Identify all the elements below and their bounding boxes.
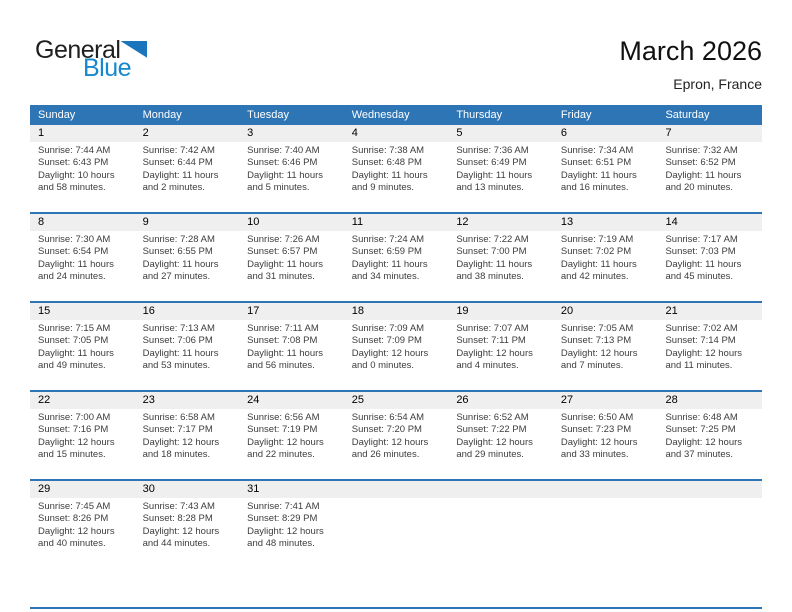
day-cell-22 — [30, 409, 135, 479]
day-number-24: 24 — [247, 394, 260, 406]
day-cell-17 — [239, 320, 344, 390]
day-cell-23 — [135, 409, 240, 479]
sunrise-text: Sunrise: 6:58 AM — [142, 412, 215, 423]
day-cell-empty — [344, 498, 449, 568]
day-cell-empty — [448, 498, 553, 568]
day-cell-12 — [448, 231, 553, 301]
daylight-text: Daylight: 10 hours and 58 minutes. — [38, 169, 115, 194]
day-cell-3 — [239, 142, 344, 212]
sunrise-text: Sunrise: 6:52 AM — [456, 412, 529, 423]
day-cell-31 — [239, 498, 344, 568]
sunset-text: Sunset: 7:09 PM — [351, 335, 422, 347]
day-number-12: 12 — [456, 216, 469, 228]
daylight-text: Daylight: 11 hours and 53 minutes. — [142, 347, 219, 372]
daylight-text: Daylight: 12 hours and 48 minutes. — [247, 525, 324, 550]
daylight-text: Daylight: 12 hours and 26 minutes. — [351, 436, 429, 461]
sunrise-text: Sunrise: 7:34 AM — [560, 145, 634, 156]
day-number-5: 5 — [456, 127, 463, 139]
sunset-text: Sunset: 7:25 PM — [665, 424, 736, 436]
day-cell-8 — [30, 231, 135, 301]
sunrise-text: Sunrise: 7:32 AM — [665, 145, 738, 156]
day-number-3: 3 — [247, 127, 254, 139]
day-cell-2 — [135, 142, 240, 212]
day-cell-20 — [553, 320, 658, 390]
sunrise-text: Sunrise: 6:48 AM — [665, 412, 738, 423]
sunrise-text: Sunrise: 7:40 AM — [247, 145, 320, 156]
sunset-text: Sunset: 6:57 PM — [247, 246, 318, 258]
weekday-header-sunday: Sunday — [38, 109, 76, 121]
daylight-text: Daylight: 12 hours and 44 minutes. — [142, 525, 220, 550]
day-number-22: 22 — [38, 394, 51, 406]
daylight-text: Daylight: 12 hours and 29 minutes. — [456, 436, 533, 461]
daylight-text: Daylight: 12 hours and 22 minutes. — [247, 436, 324, 461]
sunrise-text: Sunrise: 7:05 AM — [560, 323, 634, 334]
footer-line — [30, 607, 762, 609]
sunset-text: Sunset: 7:20 PM — [351, 424, 422, 436]
daylight-text: Daylight: 11 hours and 38 minutes. — [456, 258, 533, 283]
day-cell-18 — [344, 320, 449, 390]
sunset-text: Sunset: 6:51 PM — [560, 157, 632, 169]
day-number-15: 15 — [38, 305, 51, 317]
day-number-strip — [30, 481, 762, 498]
day-number-strip — [30, 125, 762, 142]
sunset-text: Sunset: 6:43 PM — [38, 157, 109, 169]
day-number-14: 14 — [665, 216, 678, 228]
weekday-header-row — [30, 105, 762, 125]
week-row-3 — [30, 301, 762, 390]
sunset-text: Sunset: 6:59 PM — [351, 246, 422, 258]
week-body — [30, 409, 762, 479]
day-cell-11 — [344, 231, 449, 301]
daylight-text: Daylight: 12 hours and 33 minutes. — [560, 436, 638, 461]
day-number-strip — [30, 214, 762, 231]
day-cell-14 — [657, 231, 762, 301]
week-row-2 — [30, 212, 762, 301]
daylight-text: Daylight: 11 hours and 34 minutes. — [351, 258, 428, 283]
day-number-9: 9 — [142, 216, 149, 228]
sunset-text: Sunset: 7:17 PM — [142, 424, 213, 436]
day-number-1: 1 — [38, 127, 45, 139]
sunrise-text: Sunrise: 7:36 AM — [456, 145, 529, 156]
calendar-table — [30, 105, 762, 568]
day-number-19: 19 — [456, 305, 469, 317]
sunset-text: Sunset: 7:11 PM — [456, 335, 526, 347]
day-number-13: 13 — [560, 216, 574, 228]
page-title: March 2026 — [619, 36, 762, 66]
daylight-text: Daylight: 11 hours and 13 minutes. — [456, 169, 533, 194]
week-body — [30, 320, 762, 390]
day-cell-empty — [553, 498, 658, 568]
weekday-header-saturday: Saturday — [665, 109, 710, 121]
day-cell-7 — [657, 142, 762, 212]
daylight-text: Daylight: 11 hours and 2 minutes. — [142, 169, 219, 194]
day-cell-21 — [657, 320, 762, 390]
sunrise-text: Sunrise: 7:07 AM — [456, 323, 529, 334]
sunrise-text: Sunrise: 6:54 AM — [351, 412, 425, 423]
day-number-29: 29 — [38, 483, 51, 495]
day-number-31: 31 — [247, 483, 260, 495]
sunset-text: Sunset: 7:23 PM — [560, 424, 632, 436]
day-number-28: 28 — [665, 394, 678, 406]
day-cell-13 — [553, 231, 658, 301]
sunset-text: Sunset: 8:26 PM — [38, 513, 109, 525]
sunrise-text: Sunrise: 7:41 AM — [247, 501, 320, 512]
sunset-text: Sunset: 7:22 PM — [456, 424, 527, 436]
daylight-text: Daylight: 11 hours and 42 minutes. — [560, 258, 637, 283]
sunrise-text: Sunrise: 7:42 AM — [142, 145, 215, 156]
sunset-text: Sunset: 6:54 PM — [38, 246, 109, 258]
day-number-strip — [30, 392, 762, 409]
day-cell-9 — [135, 231, 240, 301]
daylight-text: Daylight: 12 hours and 40 minutes. — [38, 525, 115, 550]
day-cell-empty — [657, 498, 762, 568]
daylight-text: Daylight: 12 hours and 15 minutes. — [38, 436, 115, 461]
day-number-11: 11 — [351, 216, 364, 228]
day-number-empty — [657, 481, 762, 498]
sunrise-text: Sunrise: 7:02 AM — [665, 323, 738, 334]
day-cell-27 — [553, 409, 658, 479]
sunset-text: Sunset: 6:44 PM — [142, 157, 213, 169]
day-number-17: 17 — [247, 305, 260, 317]
sunset-text: Sunset: 6:46 PM — [247, 157, 318, 169]
week-body — [30, 142, 762, 212]
daylight-text: Daylight: 12 hours and 18 minutes. — [142, 436, 220, 461]
day-number-empty — [448, 481, 553, 498]
sunrise-text: Sunrise: 6:56 AM — [247, 412, 320, 423]
daylight-text: Daylight: 12 hours and 37 minutes. — [665, 436, 743, 461]
week-row-4 — [30, 390, 762, 479]
day-cell-6 — [553, 142, 658, 212]
sunset-text: Sunset: 6:55 PM — [142, 246, 213, 258]
daylight-text: Daylight: 11 hours and 20 minutes. — [665, 169, 742, 194]
sunrise-text: Sunrise: 7:24 AM — [351, 234, 425, 245]
sunset-text: Sunset: 7:00 PM — [456, 246, 527, 258]
day-number-empty — [553, 481, 658, 498]
daylight-text: Daylight: 11 hours and 5 minutes. — [247, 169, 324, 194]
daylight-text: Daylight: 11 hours and 31 minutes. — [247, 258, 324, 283]
day-cell-4 — [344, 142, 449, 212]
week-row-1 — [30, 125, 762, 212]
sunset-text: Sunset: 6:48 PM — [351, 157, 422, 169]
sunset-text: Sunset: 7:05 PM — [38, 335, 109, 347]
day-cell-26 — [448, 409, 553, 479]
logo — [35, 38, 147, 81]
day-number-10: 10 — [247, 216, 260, 228]
sunrise-text: Sunrise: 7:28 AM — [142, 234, 215, 245]
sunrise-text: Sunrise: 7:22 AM — [456, 234, 529, 245]
sunset-text: Sunset: 6:52 PM — [665, 157, 736, 169]
day-cell-19 — [448, 320, 553, 390]
day-number-6: 6 — [560, 127, 568, 139]
daylight-text: Daylight: 11 hours and 27 minutes. — [142, 258, 219, 283]
sunset-text: Sunset: 8:29 PM — [247, 513, 318, 525]
sunset-text: Sunset: 8:28 PM — [142, 513, 213, 525]
weekday-header-monday: Monday — [142, 109, 182, 121]
week-row-5 — [30, 479, 762, 568]
day-number-4: 4 — [351, 127, 358, 139]
sunrise-text: Sunrise: 7:30 AM — [38, 234, 111, 245]
day-number-16: 16 — [142, 305, 155, 317]
weekday-header-friday: Friday — [560, 109, 592, 121]
day-cell-10 — [239, 231, 344, 301]
day-number-23: 23 — [142, 394, 155, 406]
daylight-text: Daylight: 11 hours and 24 minutes. — [38, 258, 114, 283]
sunset-text: Sunset: 7:03 PM — [665, 246, 736, 258]
sunset-text: Sunset: 7:16 PM — [38, 424, 109, 436]
daylight-text: Daylight: 12 hours and 0 minutes. — [351, 347, 429, 372]
sunrise-text: Sunrise: 6:50 AM — [560, 412, 634, 423]
day-number-2: 2 — [142, 127, 149, 139]
day-cell-5 — [448, 142, 553, 212]
day-cell-16 — [135, 320, 240, 390]
sunrise-text: Sunrise: 7:26 AM — [247, 234, 320, 245]
daylight-text: Daylight: 11 hours and 45 minutes. — [665, 258, 742, 283]
weekday-header-thursday: Thursday — [456, 109, 503, 121]
sunset-text: Sunset: 7:06 PM — [142, 335, 213, 347]
weekday-header-tuesday: Tuesday — [247, 109, 289, 121]
day-cell-1 — [30, 142, 135, 212]
logo-general-text: General — [35, 36, 121, 64]
day-number-20: 20 — [560, 305, 574, 317]
logo-blue-text: Blue — [83, 54, 132, 82]
sunrise-text: Sunrise: 7:13 AM — [142, 323, 215, 334]
weekday-header-wednesday: Wednesday — [351, 109, 410, 121]
sunrise-text: Sunrise: 7:45 AM — [38, 501, 111, 512]
day-cell-28 — [657, 409, 762, 479]
sunrise-text: Sunrise: 7:09 AM — [351, 323, 425, 334]
page-subtitle: Epron, France — [673, 76, 762, 92]
sunset-text: Sunset: 7:13 PM — [560, 335, 632, 347]
day-number-30: 30 — [142, 483, 155, 495]
day-number-26: 26 — [456, 394, 469, 406]
sunrise-text: Sunrise: 7:38 AM — [351, 145, 425, 156]
day-cell-29 — [30, 498, 135, 568]
sunset-text: Sunset: 7:19 PM — [247, 424, 318, 436]
daylight-text: Daylight: 11 hours and 56 minutes. — [247, 347, 324, 372]
day-number-18: 18 — [351, 305, 364, 317]
sunrise-text: Sunrise: 7:11 AM — [247, 323, 319, 334]
week-body — [30, 231, 762, 301]
day-cell-24 — [239, 409, 344, 479]
sunset-text: Sunset: 6:49 PM — [456, 157, 527, 169]
sunset-text: Sunset: 7:02 PM — [560, 246, 632, 258]
week-body — [30, 498, 762, 568]
weeks-container — [30, 125, 762, 568]
day-cell-25 — [344, 409, 449, 479]
day-number-21: 21 — [665, 305, 678, 317]
sunrise-text: Sunrise: 7:00 AM — [38, 412, 111, 423]
daylight-text: Daylight: 12 hours and 11 minutes. — [665, 347, 743, 372]
sunset-text: Sunset: 7:14 PM — [665, 335, 736, 347]
day-number-7: 7 — [665, 127, 672, 139]
daylight-text: Daylight: 11 hours and 9 minutes. — [351, 169, 428, 194]
daylight-text: Daylight: 11 hours and 16 minutes. — [560, 169, 637, 194]
sunrise-text: Sunrise: 7:43 AM — [142, 501, 215, 512]
sunrise-text: Sunrise: 7:15 AM — [38, 323, 111, 334]
daylight-text: Daylight: 12 hours and 4 minutes. — [456, 347, 533, 372]
day-number-empty — [344, 481, 449, 498]
sunrise-text: Sunrise: 7:44 AM — [38, 145, 111, 156]
sunset-text: Sunset: 7:08 PM — [247, 335, 318, 347]
day-number-27: 27 — [560, 394, 574, 406]
day-cell-30 — [135, 498, 240, 568]
daylight-text: Daylight: 12 hours and 7 minutes. — [560, 347, 638, 372]
day-number-25: 25 — [351, 394, 364, 406]
day-number-8: 8 — [38, 216, 45, 228]
sunrise-text: Sunrise: 7:17 AM — [665, 234, 738, 245]
day-cell-15 — [30, 320, 135, 390]
day-number-strip — [30, 303, 762, 320]
sunrise-text: Sunrise: 7:19 AM — [560, 234, 634, 245]
daylight-text: Daylight: 11 hours and 49 minutes. — [38, 347, 114, 372]
